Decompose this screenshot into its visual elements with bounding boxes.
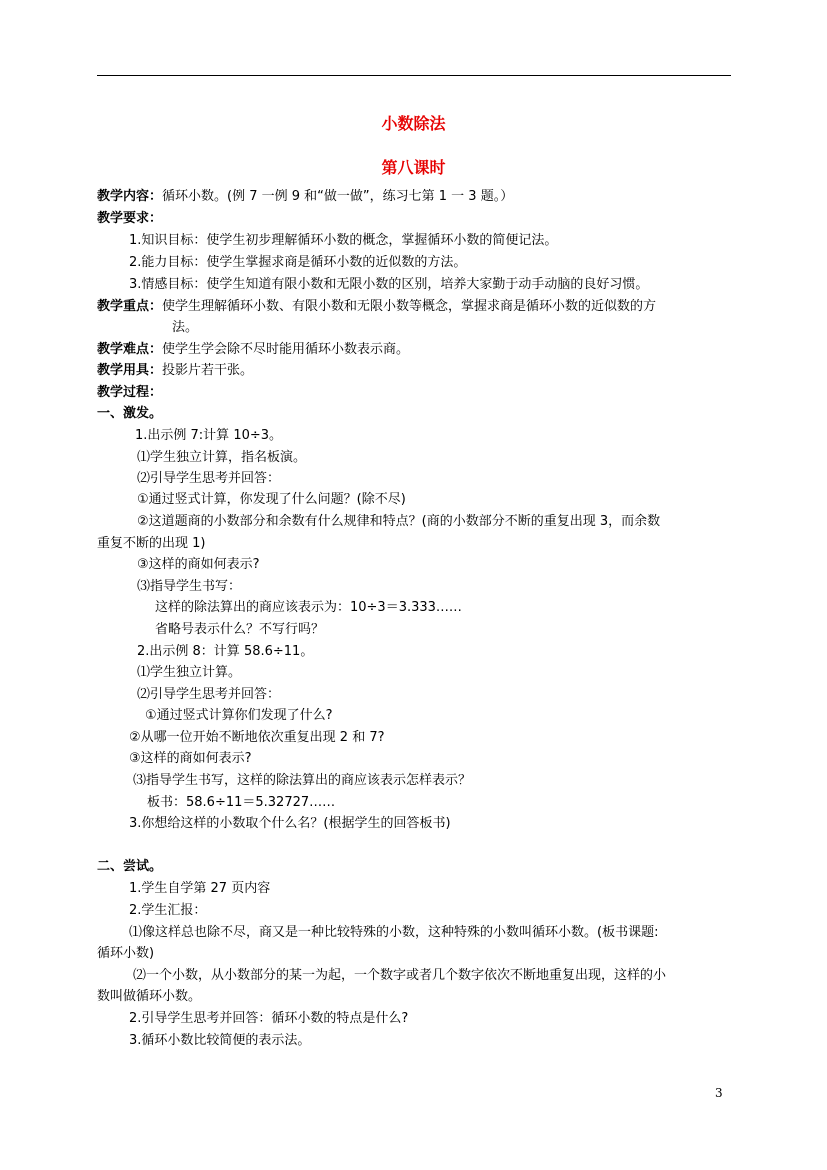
requirement-emotion: 3.情感目标：使学生知道有限小数和无限小数的区别，培养大家勤于动手动脑的良好习惯。 [129, 277, 649, 292]
list-item: ③这样的商如何表示? [129, 751, 252, 766]
requirements-label: 教学要求： [97, 211, 163, 226]
list-item: 3.循环小数比较简便的表示法。 [129, 1033, 311, 1048]
tools-label: 教学用具： [97, 363, 163, 378]
list-item: ①通过竖式计算你们发现了什么? [145, 708, 333, 723]
header-rule [97, 75, 731, 76]
list-item: ⑶指导学生书写： [137, 579, 242, 594]
tools-line [97, 362, 253, 380]
list-item: ⑶指导学生书写，这样的除法算出的商应该表示怎样表示？ [133, 773, 472, 788]
requirement-ability: 2.能力目标：使学生掌握求商是循环小数的近似数的方法。 [129, 255, 467, 270]
list-item: ⑴学生独立计算，指名板演。 [137, 450, 307, 465]
list-item: ②从哪一位开始不断地依次重复出现 2 和 7? [129, 730, 385, 745]
list-item: ⑴像这样总也除不尽，商又是一种比较特殊的小数，这种特殊的小数叫循环小数。(板书课题: [129, 925, 659, 940]
key-points-line [97, 298, 656, 316]
list-item: ⑵引导学生思考并回答： [137, 687, 281, 702]
list-item-continuation: 重复不断的出现 1) [97, 536, 206, 551]
key-points-label: 教学重点： [97, 299, 163, 314]
list-item-continuation: 数叫做循环小数。 [97, 989, 202, 1004]
list-item: ⑴学生独立计算。 [137, 665, 242, 680]
tools-text: 投影片若干张。 [162, 363, 254, 378]
lesson-subtitle: 第八课时 [381, 158, 446, 177]
list-item: ①通过竖式计算，你发现了什么问题？(除不尽) [137, 492, 406, 507]
difficulties-line [97, 341, 409, 359]
list-item: 2.学生汇报： [129, 903, 207, 918]
section-1-heading: 一、激发。 [97, 406, 163, 421]
list-item: 2.引导学生思考并回答：循环小数的特点是什么? [129, 1011, 409, 1026]
difficulties-text: 使学生学会除不尽时能用循环小数表示商。 [162, 342, 410, 357]
list-item: ⑵引导学生思考并回答： [137, 471, 281, 486]
requirement-knowledge: 1.知识目标：使学生初步理解循环小数的概念，掌握循环小数的简便记法。 [129, 233, 558, 248]
page-number: 3 [715, 1086, 723, 1100]
example-8-line: 2.出示例 8：计算 58.6÷11。 [137, 644, 314, 659]
content-line [97, 188, 513, 206]
section-2-heading: 二、尝试。 [97, 859, 163, 874]
list-item: 省略号表示什么？不写行吗？ [155, 622, 325, 637]
list-item: 3.你想给这样的小数取个什么名？(根据学生的回答板书) [129, 816, 451, 831]
list-item: 1.学生自学第 27 页内容 [129, 881, 271, 896]
list-item: ③这样的商如何表示? [137, 557, 260, 572]
process-label: 教学过程： [97, 385, 163, 400]
document-title: 小数除法 [381, 114, 446, 133]
list-item: ②这道题商的小数部分和余数有什么规律和特点？(商的小数部分不断的重复出现 3，而余数 [137, 514, 661, 529]
list-item: 这样的除法算出的商应该表示为：10÷3＝3.333…… [155, 600, 462, 615]
content-label: 教学内容： [97, 189, 163, 204]
list-item: 板书：58.6÷11＝5.32727…… [147, 795, 336, 810]
example-7-line: 1.出示例 7:计算 10÷3。 [135, 428, 283, 443]
key-points-text: 使学生理解循环小数、有限小数和无限小数等概念，掌握求商是循环小数的近似数的方 [162, 299, 657, 314]
content-text: 循环小数。(例 7 一例 9 和“做一做”，练习七第 1 一 3 题。） [162, 189, 514, 204]
list-item: ⑵一个小数，从小数部分的某一为起，一个数字或者几个数字依次不断地重复出现，这样的小 [133, 968, 667, 983]
key-points-continuation: 法。 [172, 320, 199, 335]
list-item-continuation: 循环小数) [97, 946, 155, 961]
difficulties-label: 教学难点： [97, 342, 163, 357]
